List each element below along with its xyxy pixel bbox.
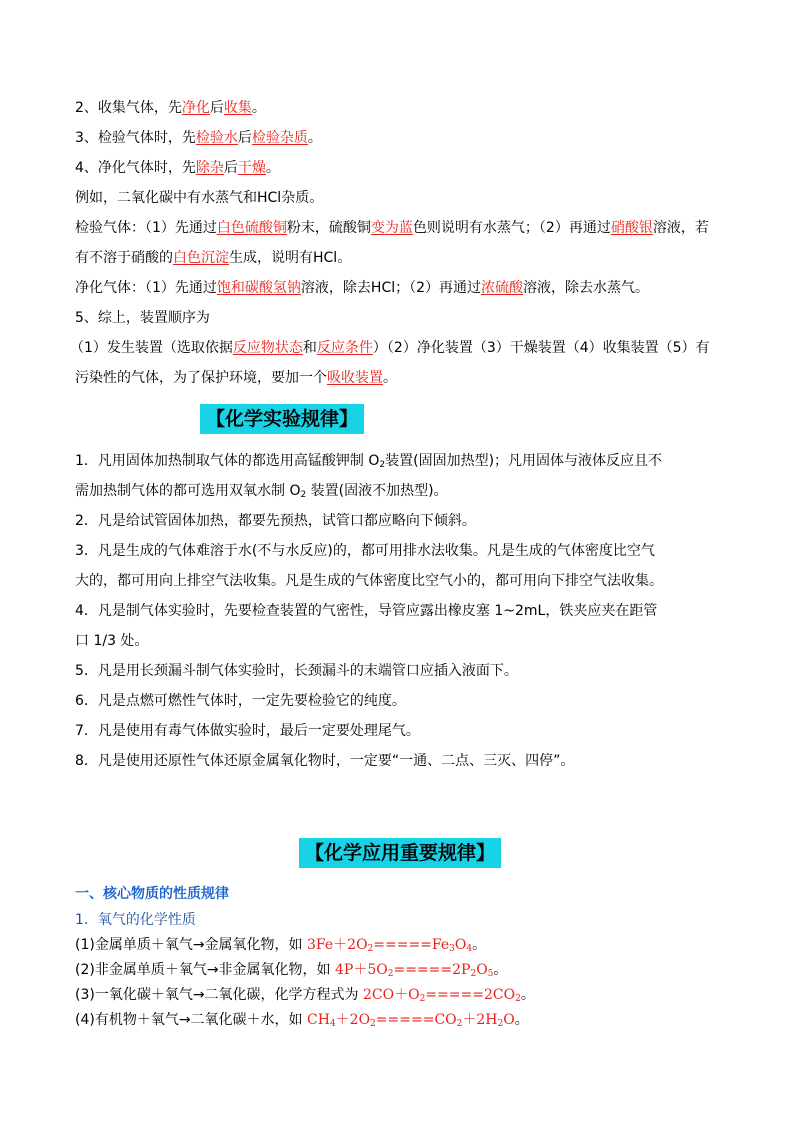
property-1: [75, 935, 486, 955]
eq-part: O: [476, 962, 488, 978]
answer-reactant-state: 反应物状态: [232, 340, 303, 356]
eq-part: O: [503, 1012, 515, 1028]
text: 粉末，硫酸铜: [286, 220, 371, 236]
line-summary: 5、综上，装置顺序为: [75, 310, 210, 326]
text: 。: [307, 130, 322, 146]
text: 。: [514, 1012, 529, 1028]
eq-part: =====2CO: [425, 987, 516, 1003]
equation: [307, 1012, 515, 1028]
subscript: 2: [515, 994, 521, 1004]
answer-check-water: 检验水: [195, 130, 238, 146]
rule-1-line-b: [75, 481, 448, 501]
text: 装置(固液不加热型)。: [306, 483, 448, 499]
subscript: 4: [329, 1019, 336, 1029]
eq-part: =====Fe: [373, 937, 450, 953]
subscript: 2: [367, 944, 374, 954]
text: 色则说明有水蒸气；（2）再通过: [412, 220, 611, 236]
subscript: 2: [470, 969, 477, 979]
section-banner-experiment-rules: 【化学实验规律】: [200, 404, 364, 434]
eq-part: 3Fe＋2O: [307, 937, 368, 953]
subscript: 2: [379, 460, 386, 470]
subscript: 5: [487, 969, 494, 979]
text: （1）发生装置（选取依据: [70, 340, 233, 356]
rule-3-line-a: 3．凡是生成的气体难溶于水(不与水反应)的，都可用排水法收集。凡是生成的气体密度比空气: [75, 543, 655, 559]
eq-part: =====2P: [393, 962, 471, 978]
text: 3、检验气体时，先: [75, 130, 196, 146]
rule-3-line-b: 大的，都可用向上排空气法收集。凡是生成的气体密度比空气小的，都可用向下排空气法收集。: [75, 573, 663, 589]
eq-part: ＋2O: [335, 1012, 371, 1028]
answer-conc-h2so4: 浓硫酸: [481, 280, 524, 296]
rule-2: 2．凡是给试管固体加热，都要先预热，试管口都应略向下倾斜。: [75, 513, 476, 529]
line-check-detail-1: [75, 218, 709, 238]
text: 检验气体：（1）先通过: [75, 220, 217, 236]
text: 后: [209, 100, 224, 116]
text: 后: [237, 130, 252, 146]
subscript: 2: [387, 969, 394, 979]
property-4: [75, 1010, 529, 1030]
property-3: [75, 985, 535, 1005]
property-2: [75, 960, 507, 980]
text: 2、收集气体，先: [75, 100, 182, 116]
eq-part: =====CO: [375, 1012, 457, 1028]
text: 后: [223, 160, 238, 176]
subscript: 2: [370, 1019, 376, 1029]
text: 溶液，若: [652, 220, 709, 236]
line-check-gas: [75, 128, 322, 148]
subscript: 2: [456, 1019, 463, 1029]
line-collect-gas: [75, 98, 266, 118]
subscript: 3: [449, 944, 455, 954]
rule-5: 5．凡是用长颈漏斗制气体实验时，长颈漏斗的末端管口应插入液面下。: [75, 663, 518, 679]
text: 和: [302, 340, 317, 356]
text: (4)有机物＋氧气→二氧化碳＋水，如: [75, 1012, 308, 1028]
rule-6: 6．凡是点燃可燃性气体时，一定先要检验它的纯度。: [75, 693, 406, 709]
text: 装置(固固加热型)；凡用固体与液体反应且不: [385, 453, 663, 469]
section-banner-application-rules: 【化学应用重要规律】: [299, 838, 501, 868]
section-heading-core-substances: 一、核心物质的性质规律: [75, 886, 229, 902]
text: 。: [472, 937, 487, 953]
text: 。: [265, 160, 280, 176]
text: 溶液，除去水蒸气。: [523, 280, 650, 296]
subheading-oxygen-properties: 1．氧气的化学性质: [75, 912, 196, 928]
text: 1．凡用固体加热制取气体的都选用高锰酸钾制 O: [75, 453, 380, 469]
text: 污染性的气体，为了保护环境，要加一个: [75, 370, 327, 386]
text: 4、净化气体时，先: [75, 160, 196, 176]
answer-check-impurity: 检验杂质: [251, 130, 308, 146]
answer-remove-impurity: 除杂: [195, 160, 224, 176]
answer-nahco3: 饱和碳酸氢钠: [216, 280, 301, 296]
answer-purify: 净化: [181, 100, 210, 116]
subscript: 4: [466, 944, 473, 954]
answer-reaction-condition: 反应条件: [316, 340, 373, 356]
answer-white-cuso4: 白色硫酸铜: [216, 220, 287, 236]
answer-absorb-device: 吸收装置: [327, 370, 383, 386]
text: 需加热制气体的都可选用双氧水制 O: [75, 483, 301, 499]
eq-part: 4P＋5O: [335, 962, 388, 978]
eq-part: CH: [307, 1012, 330, 1028]
line-order-1: [70, 338, 710, 358]
equation: [307, 937, 472, 953]
text: 溶液，除去HCl；（2）再通过: [300, 280, 482, 296]
text: 生成，说明有HCl。: [229, 250, 352, 266]
line-purify-detail: [75, 278, 649, 298]
equation: [335, 962, 493, 978]
text: 。: [251, 100, 266, 116]
text: 。: [493, 962, 508, 978]
line-check-detail-2: [75, 248, 351, 268]
answer-collect: 收集: [223, 100, 252, 116]
rule-4-line-b: 口 1/3 处。: [75, 633, 149, 649]
subscript: 2: [300, 490, 307, 500]
eq-part: ＋2H: [462, 1012, 498, 1028]
line-example: 例如，二氧化碳中有水蒸气和HCl杂质。: [75, 190, 324, 206]
answer-dry: 干燥: [237, 160, 266, 176]
rule-8: 8．凡是使用还原性气体还原金属氧化物时，一定要“一通、二点、三灭、四停”。: [75, 753, 575, 769]
rule-1-line-a: [75, 451, 662, 471]
text: 。: [520, 987, 535, 1003]
subscript: 2: [497, 1019, 504, 1029]
answer-white-precipitate: 白色沉淀: [173, 250, 229, 266]
line-purify-gas: [75, 158, 280, 178]
subscript: 2: [419, 994, 426, 1004]
text: ）（2）净化装置（3）干燥装置（4）收集装置（5）有: [372, 340, 710, 356]
answer-agno3: 硝酸银: [610, 220, 653, 236]
eq-part: O: [454, 937, 467, 953]
text: (2)非金属单质＋氧气→非金属氧化物，如: [75, 962, 336, 978]
equation: [363, 987, 521, 1003]
rule-7: 7．凡是使用有毒气体做实验时，最后一定要处理尾气。: [75, 723, 420, 739]
text: (3)一氧化碳＋氧气→二氧化碳，化学方程式为: [75, 987, 364, 1003]
text: 净化气体：（1）先通过: [75, 280, 217, 296]
text: 有不溶于硝酸的: [75, 250, 173, 266]
answer-turn-blue: 变为蓝: [370, 220, 413, 236]
eq-part: 2CO＋O: [363, 987, 420, 1003]
rule-4-line-a: 4．凡是制气体实验时，先要检查装置的气密性，导管应露出橡皮塞 1~2mL，铁夹应夹在距管: [75, 603, 658, 619]
text: 。: [383, 370, 397, 386]
line-order-2: [75, 368, 397, 388]
text: (1)金属单质＋氧气→金属氧化物，如: [75, 937, 308, 953]
